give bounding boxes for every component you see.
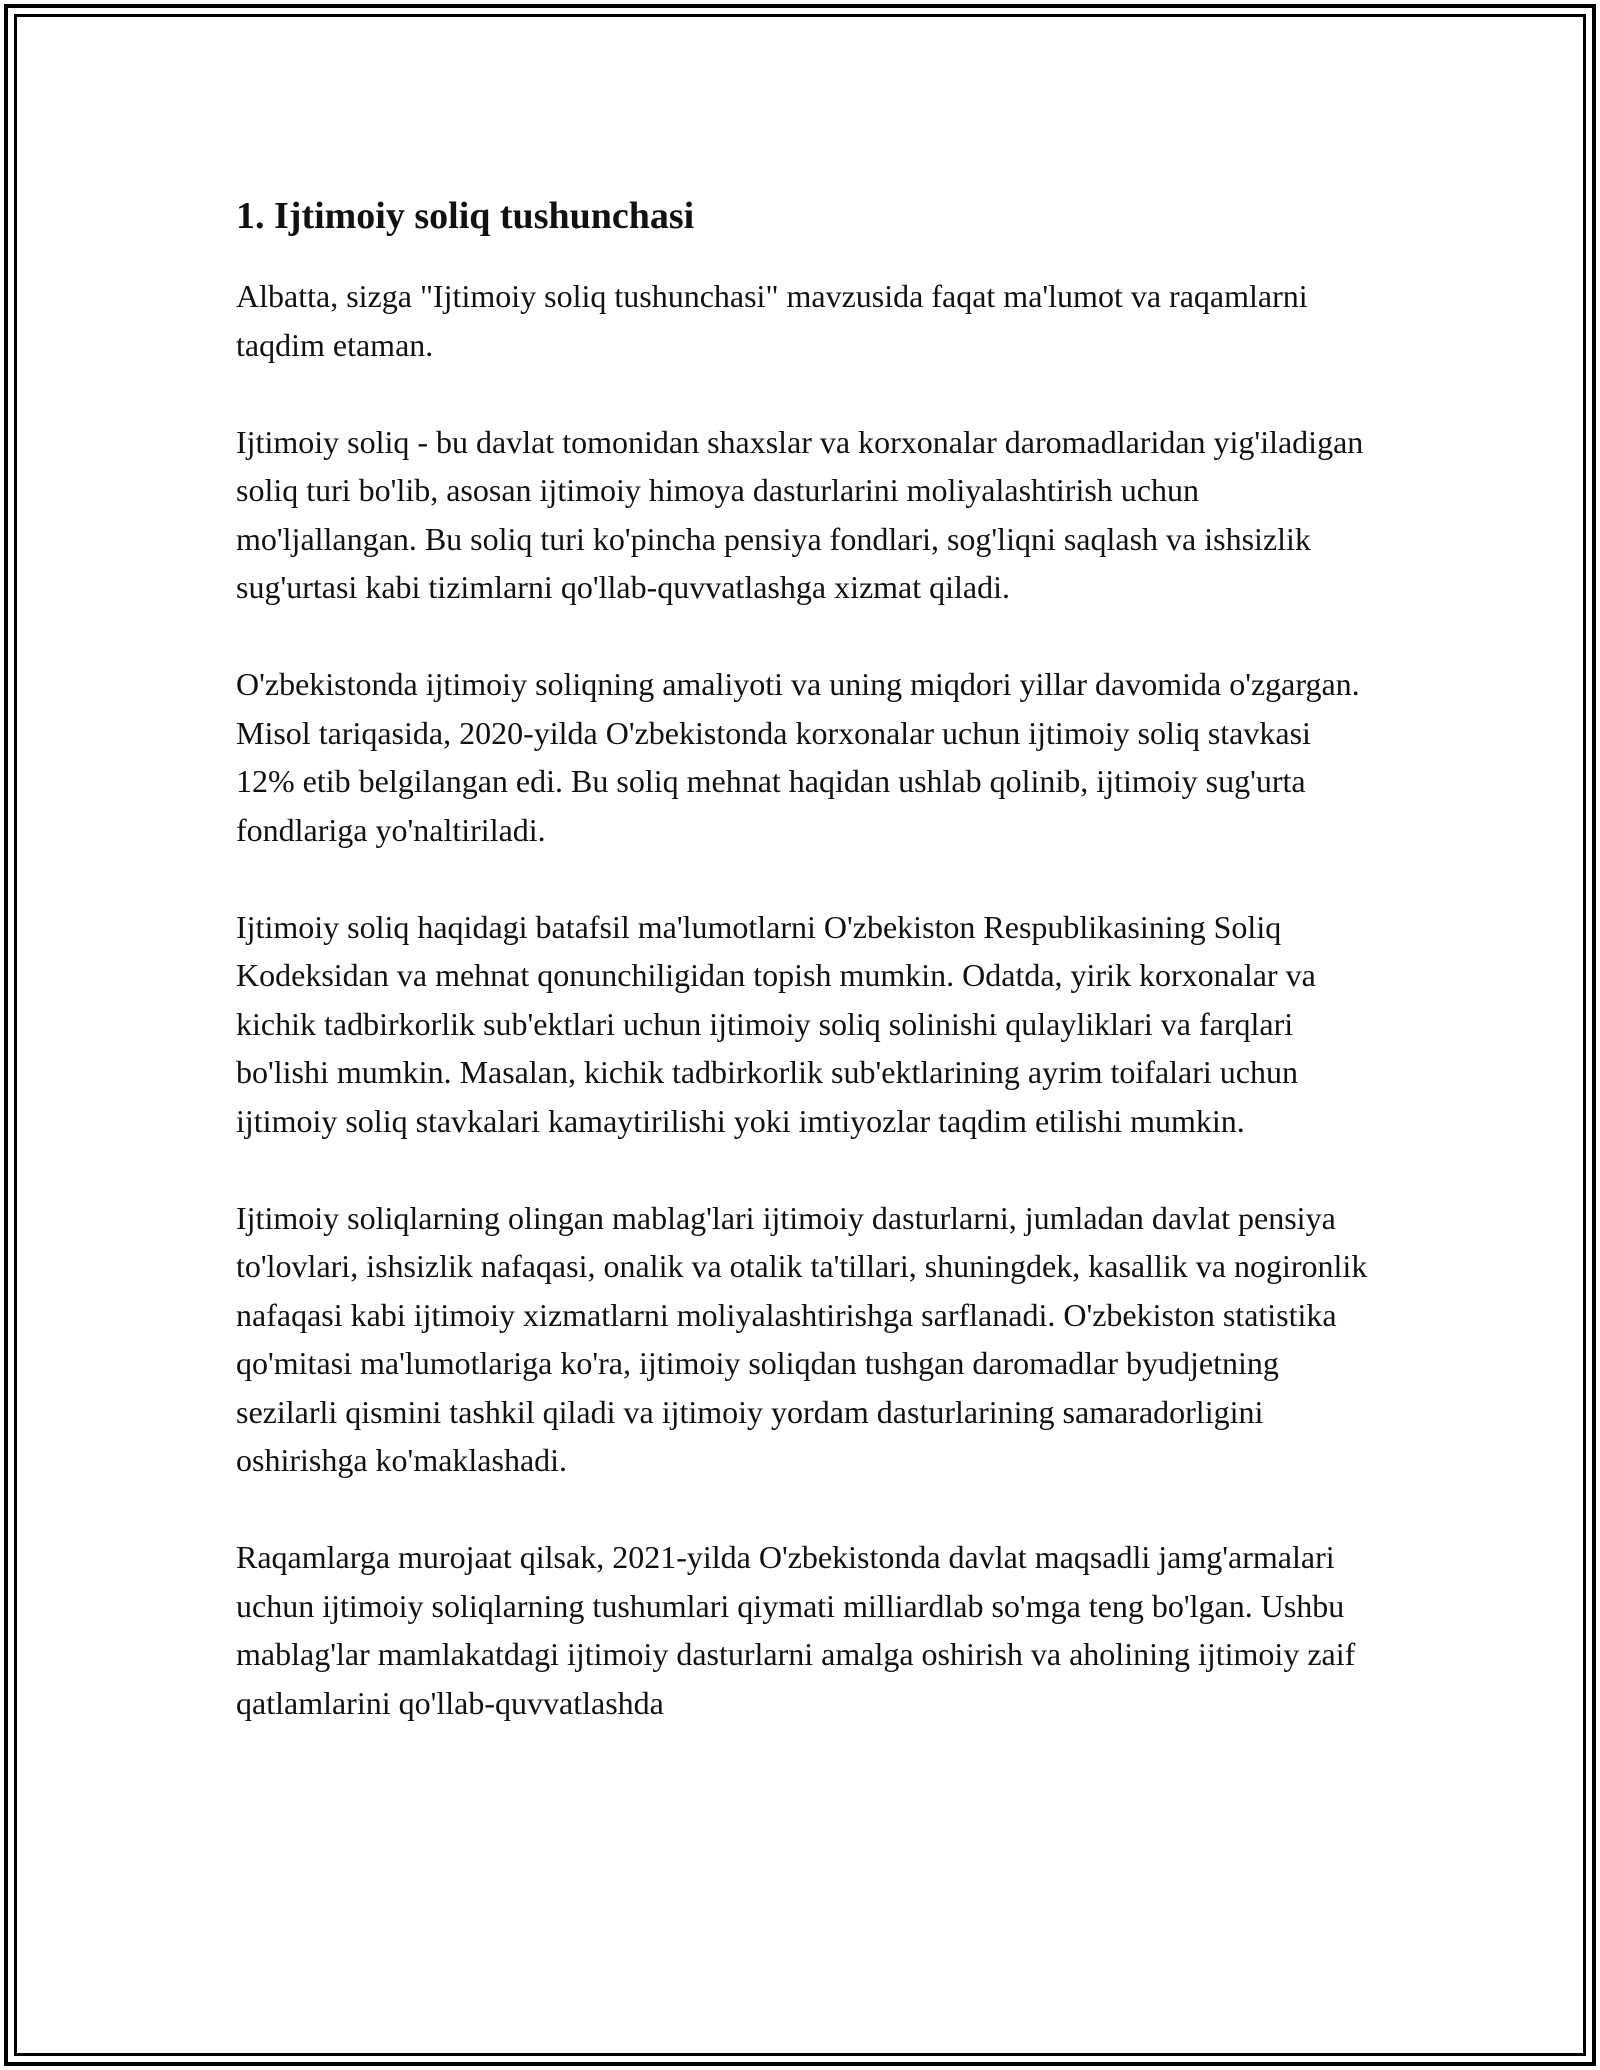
- paragraph-definition: Ijtimoiy soliq - bu davlat tomonidan shaxslar va korxonalar daromadlaridan yig'iladigan soliq turi bo'lib, asosan ijtimoiy himoya dasturlarini moliyalashtirish uchun mo'ljallangan. Bu soliq turi ko'pincha pensiya fondlari, sog'liqni saqlash va ishsizlik sug'urtasi kabi tizimlarni qo'llab-quvvatlashga xizmat qiladi.: [236, 423, 1364, 605]
- paragraph-intro: Albatta, sizga "Ijtimoiy soliq tushunchasi" mavzusida faqat ma'lumot va raqamlarni taqdim etaman.: [236, 278, 1308, 363]
- section-heading: 1. Ijtimoiy soliq tushunchasi: [236, 195, 695, 237]
- paragraph-uzbekistan-rate: O'zbekistonda ijtimoiy soliqning amaliyoti va uning miqdori yillar davomida o'zgargan. Misol tariqasida, 2020-yilda O'zbekistonda korxonalar uchun ijtimoiy soliq stavkasi 12% etib belgilangan edi. Bu soliq mehnat haqidan ushlab qolinib, ijtimoiy sug'urta fondlariga yo'naltiriladi.: [236, 666, 1360, 848]
- document-body: [236, 186, 1376, 1776]
- paragraph-figures-2021: Raqamlarga murojaat qilsak, 2021-yilda O'zbekistonda davlat maqsadli jamg'armalari uchun ijtimoiy soliqlarning tushumlari qiymati milliardlab so'mga teng bo'lgan. Ushbu mablag'lar mamlakatdagi ijtimoiy dasturlarni amalga oshirish va aholining ijtimoiy zaif qatlamlarini qo'llab-quvvatlashda: [236, 1539, 1356, 1721]
- paragraph-funds-usage: Ijtimoiy soliqlarning olingan mablag'lari ijtimoiy dasturlarni, jumladan davlat pensiya to'lovlari, ishsizlik nafaqasi, onalik va otalik ta'tillari, shuningdek, kasallik va nogironlik nafaqasi kabi ijtimoiy xizmatlarni moliyalashtirishga sarflanadi. O'zbekiston statistika qo'mitasi ma'lumotlariga ko'ra, ijtimoiy soliqdan tushgan daromadlar byudjetning sezilarli qismini tashkil qiladi va ijtimoiy yordam dasturlarining samaradorligini oshirishga ko'maklashadi.: [236, 1199, 1368, 1478]
- paragraph-legal-sources: Ijtimoiy soliq haqidagi batafsil ma'lumotlarni O'zbekiston Respublikasining Soliq Kodeksidan va mehnat qonunchiligidan topish mumkin. Odatda, yirik korxonalar va kichik tadbirkorlik sub'ektlari uchun ijtimoiy soliq solinishi qulayliklari va farqlari bo'lishi mumkin. Masalan, kichik tadbirkorlik sub'ektlarining ayrim toifalari uchun ijtimoiy soliq stavkalari kamaytirilishi yoki imtiyozlar taqdim etilishi mumkin.: [236, 908, 1316, 1139]
